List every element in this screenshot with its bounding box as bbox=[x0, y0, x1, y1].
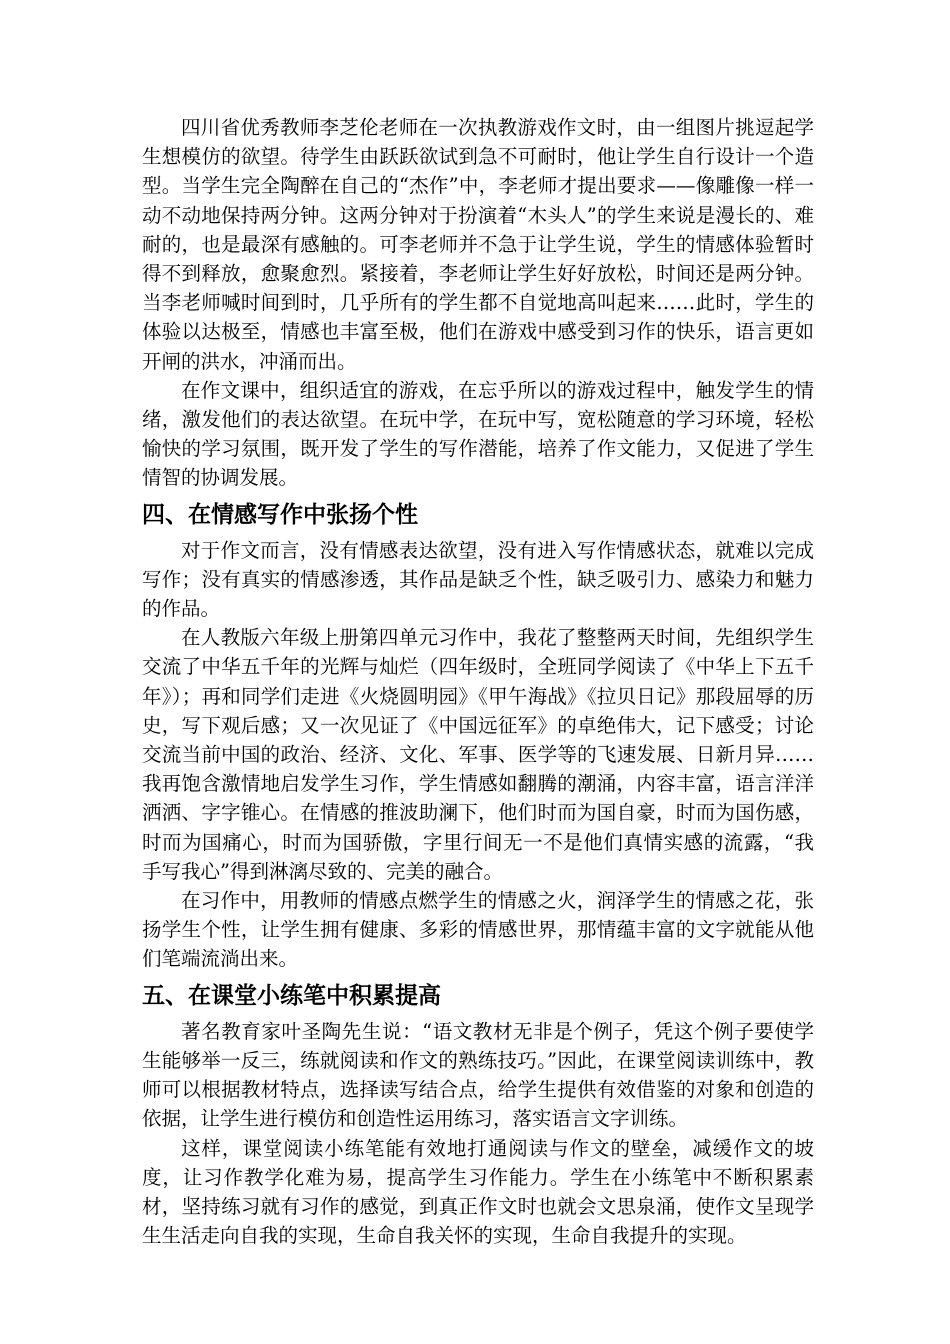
paragraph-li-zhilun-game: 四川省优秀教师李芝伦老师在一次执教游戏作文时，由一组图片挑逗起学生想模仿的欲望。待学生由跃跃欲试到急不可耐时，他让学生自行设计一个造型。当学生完全陶醉在自己的“杰作”中，李老师才提出要求——像雕像一样一动不动地保持两分钟。这两分钟对于扮演着“木头人”的学生来说是漫长的、难耐的，也是最深有感触的。可李老师并不急于让学生说，学生的情感体验暂时得不到释放，愈聚愈烈。紧接着，李老师让学生好好放松，时间还是两分钟。当李老师喊时间到时，几乎所有的学生都不自觉地高叫起来……此时，学生的体验以达极至，情感也丰富至极，他们在游戏中感受到习作的快乐，语言更如开闸的洪水，冲涌而出。 bbox=[142, 116, 814, 373]
paragraph-ye-shengtao-quote: 著名教育家叶圣陶先生说：“语文教材无非是个例子，凭这个例子要使学生能够举一反三，练就阅读和作文的熟练技巧。”因此，在课堂阅读训练中，教师可以根据教材特点，选择读写结合点，给学生提供有效借鉴的对象和创造的依据，让学生进行模仿和创造性运用练习，落实语言文字训练。 bbox=[142, 1019, 814, 1131]
paragraph-practice-summary: 这样，课堂阅读小练笔能有效地打通阅读与作文的壁垒，减缓作文的坡度，让习作教学化难为易，提高学生习作能力。学生在小练笔中不断积累素材，坚持练习就有习作的感觉，到真正作文时也就会文思泉涌，使作文呈现学生生活走向自我的实现，生命自我关怀的实现，生命自我提升的实现。 bbox=[142, 1136, 814, 1248]
section-heading-4: 四、在情感写作中张扬个性 bbox=[142, 501, 418, 528]
document-body bbox=[142, 113, 814, 1250]
paragraph-emotion-intro: 对于作文而言，没有情感表达欲望，没有进入写作情感状态，就难以完成写作；没有真实的情感渗透，其作品是缺乏个性，缺乏吸引力、感染力和魅力的作品。 bbox=[142, 538, 814, 621]
paragraph-grade6-unit4: 在人教版六年级上册第四单元习作中，我花了整整两天时间，先组织学生交流了中华五千年的光辉与灿烂（四年级时，全班同学阅读了《中华上下五千年》）；再和同学们走进《火烧圆明园》《甲午海战》《拉贝日记》那段屈辱的历史，写下观后感；又一次见证了《中国远征军》的卓绝伟大，记下感受；讨论交流当前中国的政治、经济、文化、军事、医学等的飞速发展、日新月异……我再饱含激情地启发学生习作，学生情感如翻腾的潮涌，内容丰富，语言洋洋洒洒、字字锥心。在情感的推波助澜下，他们时而为国自豪，时而为国伤感，时而为国痛心，时而为国骄傲，字里行间无一不是他们真情实感的流露，“我手写我心”得到淋漓尽致的、完美的融合。 bbox=[142, 626, 814, 883]
paragraph-game-summary: 在作文课中，组织适宜的游戏，在忘乎所以的游戏过程中，触发学生的情绪，激发他们的表达欲望。在玩中学，在玩中写，宽松随意的学习环境，轻松愉快的学习氛围，既开发了学生的写作潜能，培养了作文能力，又促进了学生情智的协调发展。 bbox=[142, 378, 814, 490]
paragraph-emotion-summary: 在习作中，用教师的情感点燃学生的情感之火，润泽学生的情感之花，张扬学生个性，让学生拥有健康、多彩的情感世界，那情蕴丰富的文字就能从他们笔端流淌出来。 bbox=[142, 889, 814, 971]
section-heading-5: 五、在课堂小练笔中积累提高 bbox=[142, 982, 441, 1009]
